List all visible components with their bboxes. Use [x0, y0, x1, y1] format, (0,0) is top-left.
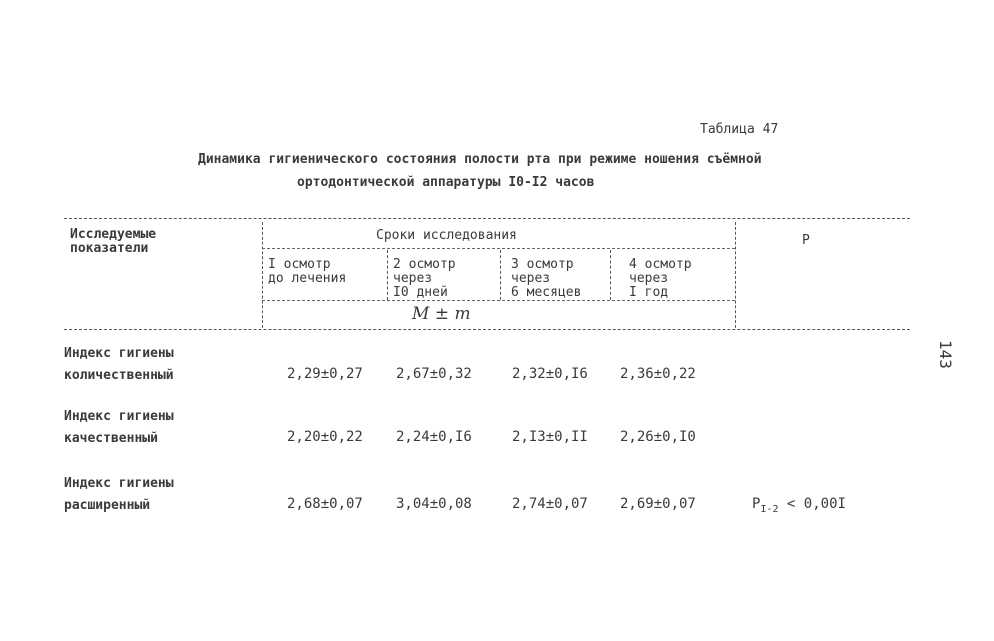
- header-col3-line3: 6 месяцев: [511, 285, 582, 300]
- table-cell: 2,26±0,I0: [620, 429, 696, 445]
- divider-col2: [387, 250, 388, 300]
- table-top-rule: [64, 218, 910, 219]
- p-subscript: I-2: [760, 504, 779, 515]
- header-stats-label: M ± m: [412, 304, 471, 324]
- header-col3-line2: через: [511, 271, 551, 286]
- header-col2-line3: I0 дней: [393, 285, 448, 300]
- p-comparison: < 0,00I: [778, 496, 846, 512]
- divider-col3: [500, 250, 501, 300]
- table-cell: 2,I3±0,II: [512, 429, 588, 445]
- table-number: Таблица 47: [700, 122, 779, 137]
- row-label-line1: Индекс гигиены: [64, 476, 174, 491]
- periods-under-rule: [262, 248, 735, 249]
- header-col1-line1: I осмотр: [268, 257, 331, 272]
- header-col1-line2: до лечения: [268, 271, 347, 286]
- row-label-line2: качественный: [64, 431, 158, 446]
- p-symbol: P: [752, 496, 761, 512]
- table-caption-line2: ортодонтической аппаратуры I0-I2 часов: [297, 175, 595, 190]
- header-col4-line2: через: [629, 271, 669, 286]
- header-col4-line3: I год: [629, 285, 669, 300]
- table-cell: 2,24±0,I6: [396, 429, 472, 445]
- divider-left: [262, 222, 263, 328]
- table-cell: 2,29±0,27: [287, 366, 363, 382]
- table-cell: 2,74±0,07: [512, 496, 588, 512]
- row-label-line2: расширенный: [64, 498, 151, 513]
- columns-under-rule: [262, 300, 735, 301]
- header-periods: Сроки исследования: [376, 228, 517, 243]
- header-col2-line1: 2 осмотр: [393, 257, 456, 272]
- table-cell: 3,04±0,08: [396, 496, 472, 512]
- row-label-line2: количественный: [64, 368, 174, 383]
- table-cell: 2,69±0,07: [620, 496, 696, 512]
- row-label-line1: Индекс гигиены: [64, 409, 174, 424]
- divider-col4: [610, 250, 611, 300]
- header-p: P: [802, 233, 810, 248]
- table-cell: 2,36±0,22: [620, 366, 696, 382]
- row-label-line1: Индекс гигиены: [64, 346, 174, 361]
- header-indicators-line1: Исследуемые: [70, 227, 157, 242]
- page-number: 143: [936, 340, 955, 369]
- divider-right: [735, 222, 736, 328]
- table-caption-line1: Динамика гигиенического состояния полости рта при режиме ношения съёмной: [198, 152, 762, 167]
- header-col2-line2: через: [393, 271, 433, 286]
- p-value: [752, 496, 846, 515]
- table-cell: 2,20±0,22: [287, 429, 363, 445]
- header-col3-line1: 3 осмотр: [511, 257, 574, 272]
- table-cell: 2,67±0,32: [396, 366, 472, 382]
- table-cell: 2,68±0,07: [287, 496, 363, 512]
- header-indicators-line2: показатели: [70, 241, 149, 256]
- header-bottom-rule: [64, 329, 910, 330]
- header-col4-line1: 4 осмотр: [629, 257, 692, 272]
- table-cell: 2,32±0,I6: [512, 366, 588, 382]
